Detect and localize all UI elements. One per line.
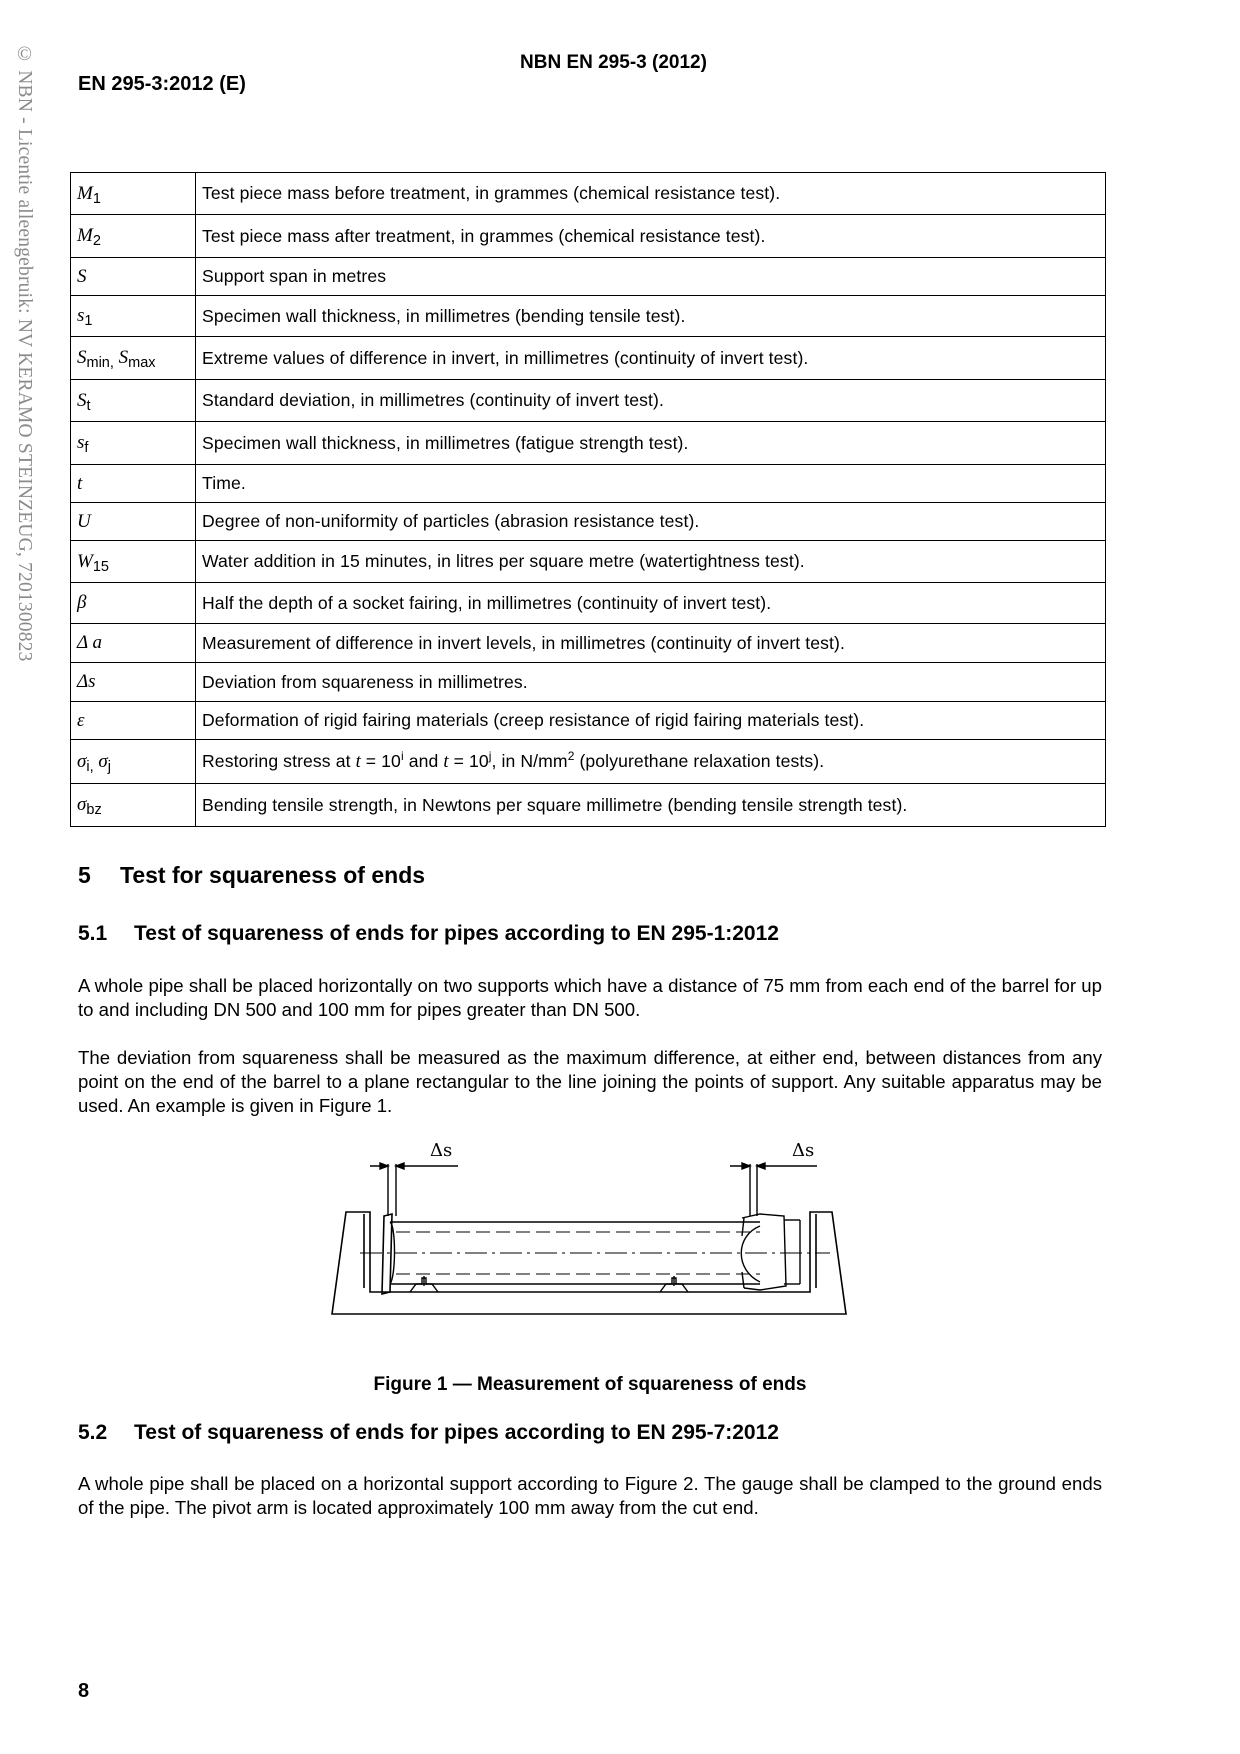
symbol-cell: $S_{min,}$ $S_{max}$	[71, 337, 196, 380]
table-row	[71, 422, 1106, 465]
table-row	[71, 380, 1106, 422]
description-cell: Half the depth of a socket fairing, in millimetres (continuity of invert test).	[196, 583, 1106, 624]
symbol-cell: $S_t$	[71, 380, 196, 422]
description-cell: Deviation from squareness in millimetres.	[196, 663, 1106, 702]
table-row	[71, 583, 1106, 624]
figure-1-diagram	[330, 1136, 850, 1336]
delta-s-label-left: Δs	[430, 1140, 453, 1161]
description-cell: Specimen wall thickness, in millimetres (fatigue strength test).	[196, 422, 1106, 465]
symbol-cell: $\sigma_{bz}$	[71, 784, 196, 827]
table-row	[71, 541, 1106, 583]
description-cell: Test piece mass before treatment, in grammes (chemical resistance test).	[196, 173, 1106, 215]
table-row	[71, 663, 1106, 702]
symbol-cell: Δ a	[71, 624, 196, 663]
header-document-id: EN 295-3:2012 (E)	[78, 73, 246, 95]
symbol-cell: $M_2$	[71, 215, 196, 258]
symbol-cell: $\sigma_{i,}$ $\sigma_j$	[71, 740, 196, 784]
description-cell: Water addition in 15 minutes, in litres per square metre (watertightness test).	[196, 541, 1106, 583]
dimension-right	[730, 1163, 817, 1216]
header-standard-ref: NBN EN 295-3 (2012)	[520, 52, 707, 73]
section-5-1-heading: 5.1 Test of squareness of ends for pipes according to EN 295-1:2012	[78, 922, 779, 945]
description-cell: Test piece mass after treatment, in grammes (chemical resistance test).	[196, 215, 1106, 258]
table-row	[71, 784, 1106, 827]
symbol-cell: t	[71, 465, 196, 503]
table-row	[71, 503, 1106, 541]
description-cell: Deformation of rigid fairing materials (creep resistance of rigid fairing materials test).	[196, 702, 1106, 740]
dimension-left	[370, 1163, 458, 1216]
section-5-1-paragraph-1: A whole pipe shall be placed horizontally on two supports which have a distance of 75 mm from each end of the barrel for up to and including DN 500 and 100 mm for pipes greater than DN 500.	[78, 975, 1102, 1020]
pipe	[360, 1214, 830, 1294]
table-row	[71, 465, 1106, 503]
table-row	[71, 740, 1106, 784]
symbol-cell: $s_f$	[71, 422, 196, 465]
description-cell: Support span in metres	[196, 258, 1106, 296]
section-5-1-paragraph-2: The deviation from squareness shall be measured as the maximum difference, at either end, between distances from any point on the end of the barrel to a plane rectangular to the line joining the points of support. Any suitable apparatus may be used. An example is given in Figure 1.	[78, 1047, 1102, 1116]
license-watermark: © NBN - Licentie alleengebruik: NV KERAMO STEINZEUG, 7201300823	[14, 44, 35, 662]
figure-1-caption: Figure 1 — Measurement of squareness of ends	[373, 1374, 807, 1395]
symbol-cell: S	[71, 258, 196, 296]
description-cell: Time.	[196, 465, 1106, 503]
section-5-heading: 5 Test for squareness of ends	[78, 862, 426, 888]
symbol-cell: β	[71, 583, 196, 624]
section-5-2-paragraph-1: A whole pipe shall be placed on a horizontal support according to Figure 2. The gauge shall be clamped to the ground ends of the pipe. The pivot arm is located approximately 100 mm away from the cut end.	[78, 1473, 1102, 1518]
description-cell: Extreme values of difference in invert, in millimetres (continuity of invert test).	[196, 337, 1106, 380]
description-cell: Measurement of difference in invert levels, in millimetres (continuity of invert test).	[196, 624, 1106, 663]
support-base	[332, 1212, 846, 1314]
symbol-cell: U	[71, 503, 196, 541]
symbol-cell: $s_1$	[71, 296, 196, 337]
description-cell: Restoring stress at $t = 10^i$ and $t = 10^j$, in $N/mm^2$ (polyurethane relaxation tests).	[196, 740, 1106, 784]
table-row	[71, 624, 1106, 663]
table-row	[71, 337, 1106, 380]
page-number: 8	[78, 1680, 90, 1702]
table-row	[71, 173, 1106, 215]
delta-s-label-right: Δs	[792, 1140, 815, 1161]
description-cell: Bending tensile strength, in Newtons per square millimetre (bending tensile strength test).	[196, 784, 1106, 827]
table-row	[71, 258, 1106, 296]
table-row	[71, 296, 1106, 337]
table-row	[71, 215, 1106, 258]
description-cell: Standard deviation, in millimetres (continuity of invert test).	[196, 380, 1106, 422]
symbol-cell: ε	[71, 702, 196, 740]
symbol-cell: $W_{15}$	[71, 541, 196, 583]
table-row	[71, 702, 1106, 740]
section-5-2-heading: 5.2 Test of squareness of ends for pipes according to EN 295-7:2012	[78, 1421, 779, 1444]
symbol-cell: $M_1$	[71, 173, 196, 215]
description-cell: Specimen wall thickness, in millimetres (bending tensile test).	[196, 296, 1106, 337]
symbol-cell: Δs	[71, 663, 196, 702]
symbols-table	[70, 172, 1106, 827]
description-cell: Degree of non-uniformity of particles (abrasion resistance test).	[196, 503, 1106, 541]
